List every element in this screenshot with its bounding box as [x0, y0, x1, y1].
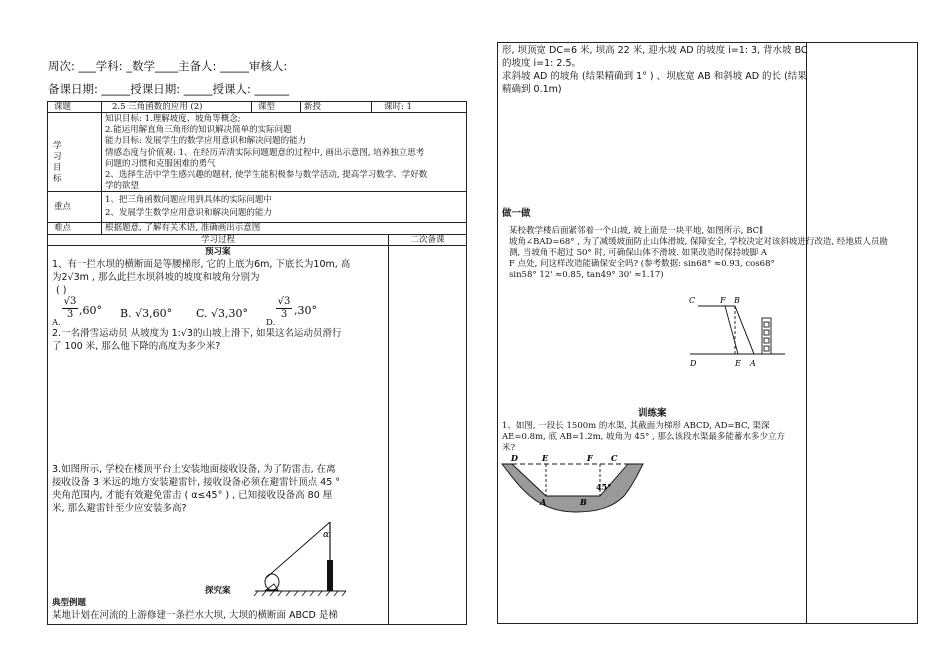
protection-line: [266, 522, 330, 578]
canal-label-d: D: [511, 453, 518, 463]
goal-line-6: 2、选择生活中学生感兴趣的题材, 使学生能积极参与数学活动, 提高学习数学、学好数: [105, 170, 428, 181]
key-label: 重点: [54, 202, 72, 212]
goal-line-7: 学的欲望: [105, 181, 140, 192]
explore-title: 探究案: [205, 586, 231, 596]
canal-label-b: B: [580, 497, 587, 507]
option-d-label: D.: [266, 318, 276, 328]
goals-content: [101, 112, 467, 192]
right-second-column: [806, 42, 918, 624]
goal-line-2: 2.能运用解直角三角形的知识解决简单的实际问题: [105, 125, 292, 136]
explore-sub: 典型例题: [52, 598, 87, 608]
canal-figure: [500, 450, 645, 520]
canal-label-e: E: [542, 453, 549, 463]
slope-figure: [680, 292, 790, 372]
canal-ground: [502, 464, 643, 512]
q1-line-2: 为2√3m , 那么此拦水坝斜坡的坡度和坡角分别为: [52, 272, 260, 283]
frac-a-num: √3: [63, 296, 77, 307]
option-d-tail: ,30°: [294, 304, 317, 317]
topic-value: 2.5 三角函数的应用 (2): [101, 101, 252, 113]
train-title: 训练案: [638, 408, 667, 419]
doit-line-2: 坡角∠BAD=68° , 为了减缓坡面防止山体滑坡, 保障安全, 学校决定对该斜坡进行改造, 经地质人员勘: [509, 237, 888, 247]
label-a: A: [750, 359, 756, 368]
preview-title: 预习案: [205, 247, 231, 257]
option-a-tail: ,60°: [79, 304, 102, 317]
example-cont-4: 精确到 0.1m): [502, 84, 562, 95]
doit-line-3: 测, 当坡角不超过 50° 时, 可确保山体不滑坡. 如果改造时保持坡脚 A: [509, 248, 768, 258]
option-b: B. √3,60°: [120, 307, 173, 320]
doit-line-4: F 点处, 问这样改造能确保安全吗? (参考数据: sin68° ≈0.93, cos68°: [509, 259, 775, 269]
frac-d-den: 3: [280, 309, 288, 320]
goal-line-4: 情感态度与价值观: 1、在经历弄清实际问题题意的过程中, 画出示意图, 培养独立思考: [105, 147, 425, 158]
type-value: 新授: [300, 101, 372, 113]
key-content: [101, 191, 467, 223]
q2-line-2: 了 100 米, 那么他下降的高度为多少米?: [52, 341, 221, 352]
option-a-label: A.: [52, 318, 61, 328]
header-line-2: 备课日期: _____授课日期: _____授课人: ______: [48, 82, 290, 96]
building-icon: [762, 318, 771, 354]
q3-line-2: 接收设备 3 米远的地方安装避雷针, 接收设备必须在避雷针顶点 45 °: [52, 477, 341, 488]
label-e: E: [735, 359, 741, 368]
option-d-fraction: [276, 296, 292, 321]
doit-title: 做一做: [502, 208, 531, 219]
key-line-2: 2、发展学生数学应用意识和解决问题的能力: [105, 208, 272, 218]
hours-label: 课时: 1: [371, 101, 467, 113]
canal-angle-label: 45°: [596, 482, 612, 492]
option-c: C. √3,30°: [196, 307, 249, 320]
doit-line-1: 某校教学楼后面紧邻着一个山坡, 坡上面是一块平地, 如图所示, BC∥: [509, 226, 764, 236]
label-b: B: [734, 296, 740, 305]
label-d: D: [690, 359, 697, 368]
canal-label-f: F: [587, 453, 593, 463]
canal-label-a: A: [540, 497, 547, 507]
diff-value: 根据题意, 了解有关术语, 准确画出示意图: [101, 222, 467, 235]
goal-line-3: 能力目标: 发展学生的数学应用意识和解决问题的能力: [105, 136, 307, 147]
canal-label-c: C: [611, 453, 618, 463]
example-cont-2: 的坡度 i=1: 2.5。: [502, 58, 581, 69]
alpha-label: α: [323, 530, 330, 540]
rooftop-hatching: [254, 591, 346, 596]
left-second-column: [388, 245, 467, 625]
q3-line-4: 米, 那么避雷针至少应安装多高?: [52, 503, 187, 514]
q1-line-1: 1、有一拦水坝的横断面是等腰梯形, 它的上底为6m, 下底长为10m, 高: [52, 259, 351, 270]
header-line-1: 周次: ___学科: _数学____主备人: _____审核人:: [48, 59, 288, 73]
process-label: 学习过程: [47, 234, 389, 246]
train-line-1: 1、如图, 一段长 1500m 的水渠, 其截面为梯形 ABCD, AD=BC, 渠深: [502, 421, 770, 431]
doit-line-5: sin58° 12' ≈0.85, tan49° 30' ≈1.17): [509, 270, 664, 280]
rod-pole: [327, 560, 333, 591]
type-label: 课型: [251, 101, 301, 113]
receiver-dish: [265, 574, 279, 590]
goals-label: 学习目标: [53, 141, 62, 184]
label-f: F: [720, 296, 726, 305]
slope-ba: [735, 306, 754, 354]
key-label-cell: [47, 191, 102, 223]
train-line-3: 米?: [502, 443, 516, 453]
q3-line-1: 3.如图所示, 学校在楼顶平台上安装地面接收设备, 为了防雷击, 在离: [52, 464, 336, 475]
topic-label: 课题: [54, 102, 72, 112]
label-c: C: [689, 296, 696, 305]
option-a-fraction: [62, 296, 78, 321]
explore-text: 某地计划在河流的上游修建一条拦水大坝, 大坝的横断面 ABCD 是梯: [52, 610, 338, 621]
goals-label-cell: [47, 112, 102, 192]
goal-line-5: 问题的习惯和克服困难的勇气: [105, 158, 216, 169]
frac-d-num: √3: [277, 296, 291, 307]
key-line-1: 1、把三角函数问题应用到具体的实际问题中: [105, 195, 272, 205]
example-cont-1: 形, 坝顶宽 DC=6 米, 坝高 22 米, 迎水坡 AD 的坡度 i=1: 3, 背水坡 BC: [502, 45, 808, 56]
diff-label: 难点: [54, 223, 72, 233]
second-label: 二次备课: [388, 234, 467, 246]
q2-line-1: 2.一名滑雪运动员 从坡度为 1:√3的山坡上滑下, 如果这名运动员滑行: [52, 328, 342, 339]
example-cont-3: 求斜坡 AD 的坡角 (结果精确到 1° ) 、坝底宽 AB 和斜坡 AD 的长 (结果: [502, 71, 807, 82]
train-line-2: AE=0.8m, 底 AB=1.2m, 坡角为 45° , 那么该段水渠最多能蓄水多少立方: [502, 432, 786, 442]
q1-line-3: ( ): [56, 285, 67, 296]
slope-fe: [725, 306, 738, 354]
goal-line-1: 知识目标: 1.理解坡度、坡角等概念;: [105, 114, 241, 124]
lightning-rod-figure: [250, 520, 360, 600]
frac-a-den: 3: [66, 309, 74, 320]
q3-line-3: 夹角范围内, 才能有效避免雷击 ( α≤45° ) , 已知接收设备高 80 厘: [52, 490, 333, 501]
